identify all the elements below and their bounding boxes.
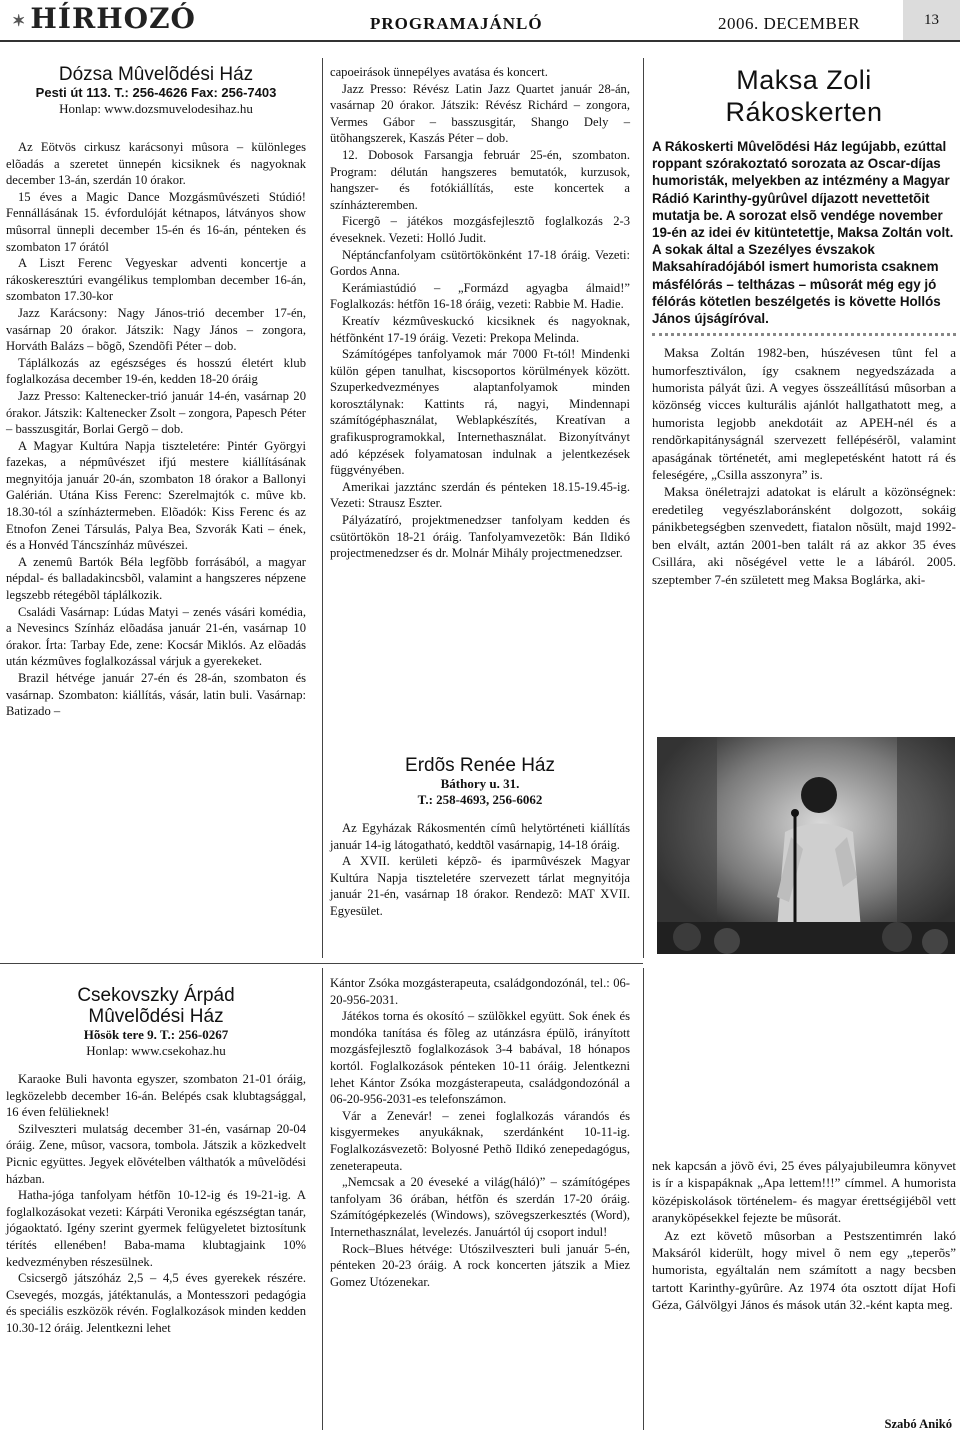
paragraph: Maksa önéletrajzi adatokat is elárult a közönségnek: eredetileg vegyészlaboránsként dolgozott, sokáig pánikbetegségben szenvedett, fiatalon nõsült, majd 1992-ben elvált, aztán 2001-ben talált rá az akkor 35 éves Csillára, aki nõségével vette le a lábáról. 2005. szeptember 7-én született meg Maksa Boglárka, aki- — [652, 484, 956, 587]
paragraph: Kántor Zsóka mozgásterapeuta, családgondozónál, tel.: 06-20-956-2031. — [330, 976, 630, 1007]
paragraph: Táplálkozás az egészséges és hosszú életért klub foglalkozása december 19-én, kedden 18-20 óráig — [6, 355, 306, 387]
paragraph: Vár a Zenevár! – zenei foglalkozás várandós és kisgyermekes anyukáknak, szerdánként 10-11-ig. Foglalkozásvezetõ: Bolyosné Pethõ Ildikó zenepedagógus, zeneterapeuta. — [330, 1108, 630, 1173]
paragraph: Hatha-jóga tanfolyam hétfõn 10-12-ig és 19-21-ig. A foglalkozásokat vezeti: Kárpáti Veronika egészségtan tanár, jógaoktató. Igény szerint gyermek felügyeletet biztosítunk térítés ellenében! Baba-mama klubtagjaink 10% kedvezményben részesülnek. — [6, 1188, 306, 1269]
paragraph: 12. Dobosok Farsangja február 25-én, szombaton. Program: délután hangszeres bemutatók, kurzusok, hangszer- és fotókiállítás, este koncertek a színházteremben. — [330, 147, 630, 212]
article-title-line2: Rákoskerten — [725, 97, 883, 127]
paragraph: A Magyar Kultúra Napja tiszteletére: Pintér Györgyi fazekas, a népmûvészet ifjú mestere kiállításának megnyitója január 20-án, szombaton 18 órakor a Ballonyi Galérián. Utána Kiss Ferenc: Szerelmajtók c. mûve kb. 18.30-tól a színháztermeben. Elõadók: Kiss Ferenc és az Etnofon Zenei Társulás, Palya Bea, Szvorák Kati – ének, és a Honvéd Táncszínház mûvészei. — [6, 438, 306, 553]
star-icon: ✶ — [12, 11, 27, 30]
dozsa-box — [6, 64, 306, 720]
csekovszky-continued — [330, 975, 630, 1290]
dozsa-address: Pesti út 113. T.: 256-4626 Fax: 256-7403 — [35, 85, 277, 100]
logo-text: HÍRHOZÓ — [30, 2, 196, 35]
paragraph: Az Egyházak Rákosmentén címû helytörténeti kiállítás január 14-ig látogatható, keddtõl vasárnapig, 14-18 óráig. — [330, 821, 630, 852]
article-title-line1: Maksa Zoli — [736, 65, 872, 95]
erdos-box — [330, 755, 630, 920]
paragraph: Amerikai jazztánc szerdán és pénteken 18.15-19.45-ig. Vezeti: Strausz Eszter. — [330, 479, 630, 511]
section-divider — [0, 963, 643, 964]
dozsa-title: Dózsa Mûvelõdési Ház — [58, 64, 254, 85]
paragraph: Az ezt követõ mûsorban a Pestszentimrén lakó Maksáról kiderült, hogy mivel õ nem egy „teperõs” humorista, egyáltalán nem számított a nagy becsben tartott Karinthy-gyûrûre. Az 1974 óta osztott díjat Hofi Géza, Gálvölgyi János és mások után 32.-ként kapta meg. — [652, 1227, 956, 1313]
erdos-phone: T.: 258-4693, 256-6062 — [417, 792, 543, 807]
csekovszky-address: Hõsök tere 9. T.: 256-0267 — [83, 1027, 229, 1042]
paragraph: Jazz Karácsony: Nagy János-trió december 17-én, vasárnap 20 órakor. Játszik: Nagy János – zongora, Horváth Balázs – bõgõ, Szendõfi Péter – dob. — [6, 305, 306, 354]
paragraph: A zenemû Bartók Béla legfõbb forrásából, a magyar népdal- és balladakincsbõl, valamint a hangszeres népzene legszebb rétegébõl táplálkozik. — [6, 554, 306, 603]
csekovszky-box — [6, 985, 306, 1337]
paragraph: 15 éves a Magic Dance Mozgásmûvészeti Stúdió! Fennállásának 15. évfordulóját kétnapos, látványos show mûsorral ünnepli december 15-én és 16-án, pénteken és szombaton 17 órától — [6, 189, 306, 254]
paragraph: Az Eötvös cirkusz karácsonyi mûsora – különleges elõadás a szeretet ünnepén kicsiknek és nagyoknak december 13-án, szerdán 10 órakor. — [6, 140, 306, 188]
paragraph: Szilveszteri mulatság december 31-én, vasárnap 20-04 óráig. Zene, mûsor, vacsora, tombola. Játszik a közkedvelt Picnic együttes. Jegyek elõvételben válthatók a mûvelõdési házban. — [6, 1121, 306, 1186]
paragraph: A Liszt Ferenc Vegyeskar adventi koncertje a rákoskeresztúri evangélikus templomban december 16-án, szombaton 17.30-kor — [6, 256, 306, 304]
paragraph: Családi Vasárnap: Lúdas Matyi – zenés vásári komédia, a Nevesincs Színház elõadása január 21-én, vasárnap 10 órakor. Írta: Tarbay Ede, zene: Kocsár Miklós. Az elõadás után kézmûves foglalkozással várjuk a gyerekeket. — [6, 604, 306, 669]
paragraph: Rock–Blues hétvége: Utószilveszteri buli január 5-én, pénteken 20-23 óráig. A rock koncerten játszik a Miez Gomez Utózenekar. — [330, 1241, 630, 1289]
header-rule — [0, 40, 960, 42]
maksa-article — [652, 64, 956, 588]
column-rule — [643, 968, 644, 1430]
section-title: PROGRAMAJÁNLÓ — [370, 14, 543, 33]
paragraph: Ficergõ – játékos mozgásfejlesztõ foglalkozás 2-3 éveseknek. Vezeti: Holló Judit. — [330, 214, 630, 245]
paragraph: Pályázatíró, projektmenedzser tanfolyam kedden és csütörtökön 18-21 óráig. Tanfolyamvezetõk: Bán Ildikó projectmenedzser és dr. Molnár Mihály projectmenedzser. — [330, 513, 630, 561]
paragraph: Jazz Presso: Kaltenecker-trió január 14-én, vasárnap 20 órakor. Játszik: Kaltenecker Zsolt – zongora, Papesch Péter – basszusgitár, Borlai Gergõ – dob. — [6, 388, 306, 437]
maksa-continued — [652, 1157, 956, 1314]
paragraph: Jazz Presso: Révész Latin Jazz Quartet január 28-án, vasárnap 20 órakor. Játszik: Révész Richárd – zongora, Vermes Gábor – basszusgitár, Shango Dely – ütõhangszerek, Kaszás Péter – dob. — [330, 81, 630, 146]
paragraph: Kreatív kézmûveskuckó kicsiknek és nagyoknak, hétfõnként 17-19 óráig. Vezeti: Prekopa Melinda. — [330, 313, 630, 345]
paragraph: Kerámiastúdió – „Formázd agyagba álmaid!” Foglalkozás: hétfõn 16-18 óráig, vezeti: Rabbie M. Hadie. — [330, 280, 630, 312]
erdos-text — [330, 820, 630, 920]
erdos-title: Erdõs Renée Ház — [405, 755, 555, 776]
column-rule — [322, 58, 323, 958]
paragraph: „Nemcsak a 20 éveseké a világ(háló)” – számítógépes tanfolyam 36 órában, hétfõn és szerdán 17-20 óráig. Számítógépkezelés (Windows), szövegszerkesztés (Word), Internethasználat, levelezés. Januártól új csoport indul! — [330, 1175, 630, 1239]
dozsa-web: Honlap: www.dozsmuvelodesihaz.hu — [59, 101, 253, 116]
performer-photo — [657, 737, 955, 954]
article-lead: A Rákoskerti Mûvelõdési Ház legújabb, ezúttal roppant szórakoztató sorozata az Oscar-díjas humoristák, melyekben az intézmény a Magyar Rádió Karinthy-gyûrûvel díjazott nevettetõit mutatja be. A sorozat elsõ vendége november 19-én az idei év kitüntetettje, Maksa Zoltán volt. A sokak által a Szezélyes évszakok Maksahíradójából ismert humorista csaknem másfélórás – teltházas – mûsorát még egy jó félórás kötetlen beszélgetés is követte Hollós János újságíróval. — [652, 139, 954, 327]
paragraph: A XVII. kerületi képzõ- és iparmûvészek Magyar Kultúra Napja tiszteletére szervezett tárlat megnyitója január 21-én, vasárnap 18 órakor. Rendezõ: MAT XVII. Egyesület. — [330, 854, 630, 918]
paragraph: Játékos torna és okosító – szülõkkel együtt. Sok ének és mondóka tanítása és fõleg az utánzásra épülõ, irányított mozgásfejlesztõ foglalkozások 3-4 babával, 18 hónapos kortól. Foglalkozások pénteken 10-11 óráig. Jelentkezni lehet Kántor Zsóka mozgásterapeuta, családgondozónál a 06-20-956-2031-es telefonszámon. — [330, 1009, 630, 1107]
dotted-divider — [652, 333, 956, 336]
author-credit: Szabó Anikó — [884, 1417, 952, 1431]
paragraph: Csicsergõ játszóház 2,5 – 4,5 éves gyerekek részére. Csevegés, mozgás, játéktanulás, a Montesszori pedagógia és speciális eszközök révén. Foglalkozások minden kedden 10.30-12 óráig. Jelentkezni lehet — [6, 1271, 306, 1335]
paragraph: Maksa Zoltán 1982-ben, húszévesen tûnt fel a humorfesztiválon, így csaknem negyedszázada a humorista pályát ûzi. A vegyes összeállítású mûsorban a közönség vicces kulturális ajánlót hallgathatott meg, a humorista legjobb anekdotáit az APEH-nél és a rendõrkapitányságnál szervezett fellépésérõl, valamint apaságának történetét, ami meglepetésként hatott rá és feleségére, „Csilla asszonyra” is. — [652, 345, 956, 483]
column-rule — [322, 968, 323, 1430]
page-number: 13 — [903, 0, 960, 40]
csekovszky-title-line2: Mûvelõdési Ház — [88, 1006, 224, 1027]
page-header — [0, 0, 960, 48]
masthead-logo — [12, 2, 196, 35]
dozsa-continued — [330, 64, 630, 562]
photo-illustration — [657, 737, 955, 954]
paragraph: Számítógépes tanfolyamok már 7000 Ft-tól! Mindenki külön gépen tanulhat, kiscsoportos körülmények között. Szuperkedvezményes alaptanfolyamok minden korosztálynak: Kattints rá, nagyi, Mindennapi számítógéphasználat, Weblapkészítés, Kreatívan a grafikusprogramokkal, Internethasználat. Bizonyítványt adó képzések folyamatosan indulnak a jelentkezések függvényében. — [330, 347, 630, 478]
paragraph: Brazil hétvége január 27-én és 28-án, szombaton és vasárnap. Szombaton: kiállítás, vásár, latin buli. Vasárnap: Batizado – — [6, 671, 306, 719]
paragraph: nek kapcsán a jövõ évi, 25 éves pályajubileumra könyvet is ír a kispapáknak „Apa lettem!!!” címmel. A humorista középiskolások történelem- és magyar érettségijébõl vett aranyköpésekkel fejezte be mûsorát. — [652, 1158, 956, 1226]
paragraph: capoeirások ünnepélyes avatása és koncert. — [330, 65, 548, 79]
erdos-address: Báthory u. 31. — [440, 776, 520, 791]
csekovszky-title-line1: Csekovszky Árpád — [77, 985, 235, 1006]
issue-date: 2006. DECEMBER — [718, 14, 861, 33]
dozsa-text — [6, 139, 306, 720]
paragraph: Néptáncfanfolyam csütörtökönként 17-18 óráig. Vezeti: Gordos Anna. — [330, 247, 630, 279]
paragraph: Karaoke Buli havonta egyszer, szombaton 21-01 óráig, legközelebb december 16-án. Belépés csak klubtagsággal, 16 éven felülieknek! — [6, 1072, 306, 1120]
article-body — [652, 344, 956, 588]
column-rule — [643, 58, 644, 958]
csekovszky-web: Honlap: www.csekohaz.hu — [86, 1043, 226, 1058]
csekovszky-text — [6, 1071, 306, 1337]
